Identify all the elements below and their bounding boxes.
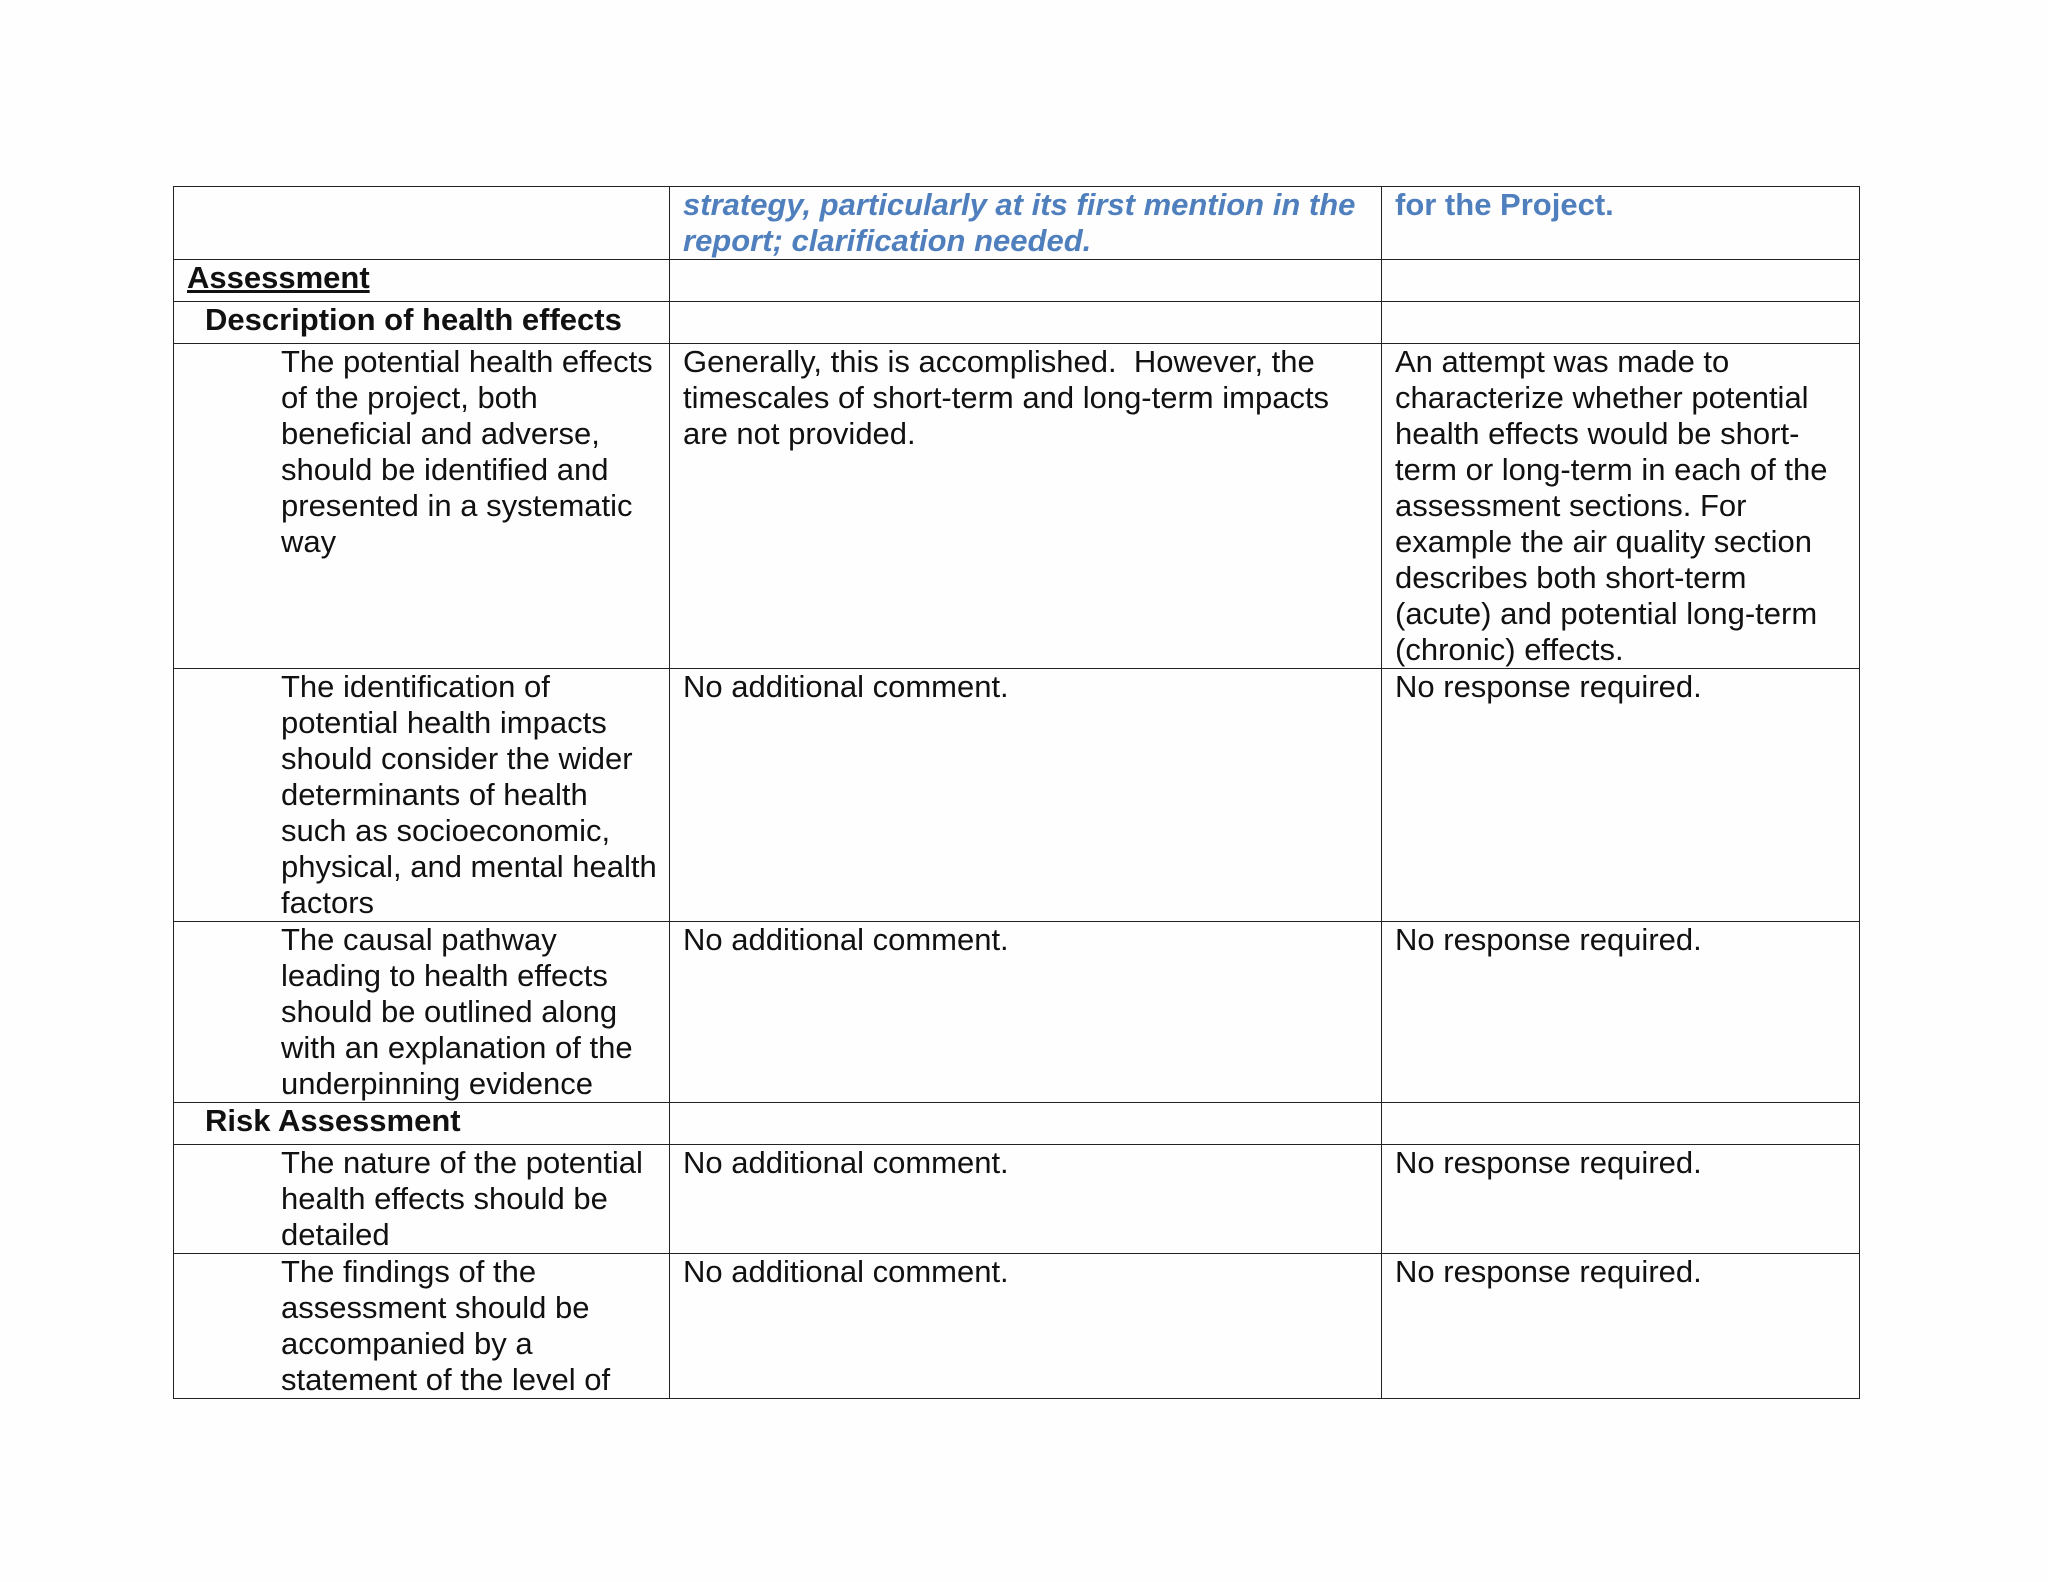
response-cell <box>1382 302 1860 344</box>
response-text: No response required. <box>1395 1145 1702 1180</box>
subsection-heading-health-effects: Description of health effects <box>205 302 622 337</box>
criterion-cell <box>174 344 670 669</box>
criterion-text: The causal pathway leading to health effects should be outlined along with an explanation of the underpinning evidence <box>281 922 633 1101</box>
response-cell <box>1382 1254 1860 1399</box>
comment-text: No additional comment. <box>683 669 1009 704</box>
comment-cell <box>670 922 1382 1103</box>
response-text: No response required. <box>1395 1254 1702 1289</box>
comment-text: No additional comment. <box>683 1254 1009 1289</box>
criterion-cell <box>174 1254 670 1399</box>
comment-cell <box>670 1254 1382 1399</box>
comment-cell <box>670 1145 1382 1254</box>
review-table <box>173 186 1860 1399</box>
criterion-text: The potential health effects of the project, both beneficial and adverse, should be identified and presented in a systematic way <box>281 344 653 559</box>
comment-text: No additional comment. <box>683 1145 1009 1180</box>
table-row <box>174 1145 1860 1254</box>
response-cell <box>1382 1145 1860 1254</box>
continued-comment-text: strategy, particularly at its first mention in the report; clarification needed. <box>683 187 1365 258</box>
criterion-text: The identification of potential health impacts should consider the wider determinants of health such as socioeconomic, physical, and mental health factors <box>281 669 657 920</box>
criterion-cell <box>174 302 670 344</box>
criterion-cell <box>174 187 670 260</box>
response-cell <box>1382 669 1860 922</box>
response-text: No response required. <box>1395 922 1702 957</box>
response-text: An attempt was made to characterize whether potential health effects would be short-term or long-term in each of the assessment sections. For example the air quality section describes both short-term (acute) and potential long-term (chronic) effects. <box>1395 344 1837 667</box>
comment-cell <box>670 669 1382 922</box>
table-row <box>174 922 1860 1103</box>
response-text: No response required. <box>1395 669 1702 704</box>
criterion-cell <box>174 922 670 1103</box>
table-row-section-heading <box>174 260 1860 302</box>
criterion-cell <box>174 260 670 302</box>
criterion-cell <box>174 1145 670 1254</box>
table-row-subsection-heading <box>174 1103 1860 1145</box>
response-cell <box>1382 922 1860 1103</box>
criterion-cell <box>174 1103 670 1145</box>
comment-cell <box>670 302 1382 344</box>
comment-text: No additional comment. <box>683 922 1009 957</box>
table-row <box>174 1254 1860 1399</box>
continued-response-text: for the Project. <box>1395 187 1614 222</box>
response-cell <box>1382 344 1860 669</box>
comment-cell <box>670 344 1382 669</box>
response-cell <box>1382 187 1860 260</box>
subsection-heading-risk-assessment: Risk Assessment <box>205 1103 461 1138</box>
criterion-text: The findings of the assessment should be accompanied by a statement of the level of <box>281 1254 611 1397</box>
table-row-continuation <box>174 187 1860 260</box>
comment-cell <box>670 260 1382 302</box>
response-cell <box>1382 260 1860 302</box>
criterion-text: The nature of the potential health effects should be detailed <box>281 1145 643 1252</box>
table-row <box>174 344 1860 669</box>
table-row <box>174 669 1860 922</box>
comment-text: Generally, this is accomplished. However, the timescales of short-term and long-term impacts are not provided. <box>683 344 1338 451</box>
table-row-subsection-heading <box>174 302 1860 344</box>
comment-cell <box>670 1103 1382 1145</box>
comment-cell <box>670 187 1382 260</box>
criterion-cell <box>174 669 670 922</box>
section-heading-assessment: Assessment <box>187 260 370 295</box>
response-cell <box>1382 1103 1860 1145</box>
